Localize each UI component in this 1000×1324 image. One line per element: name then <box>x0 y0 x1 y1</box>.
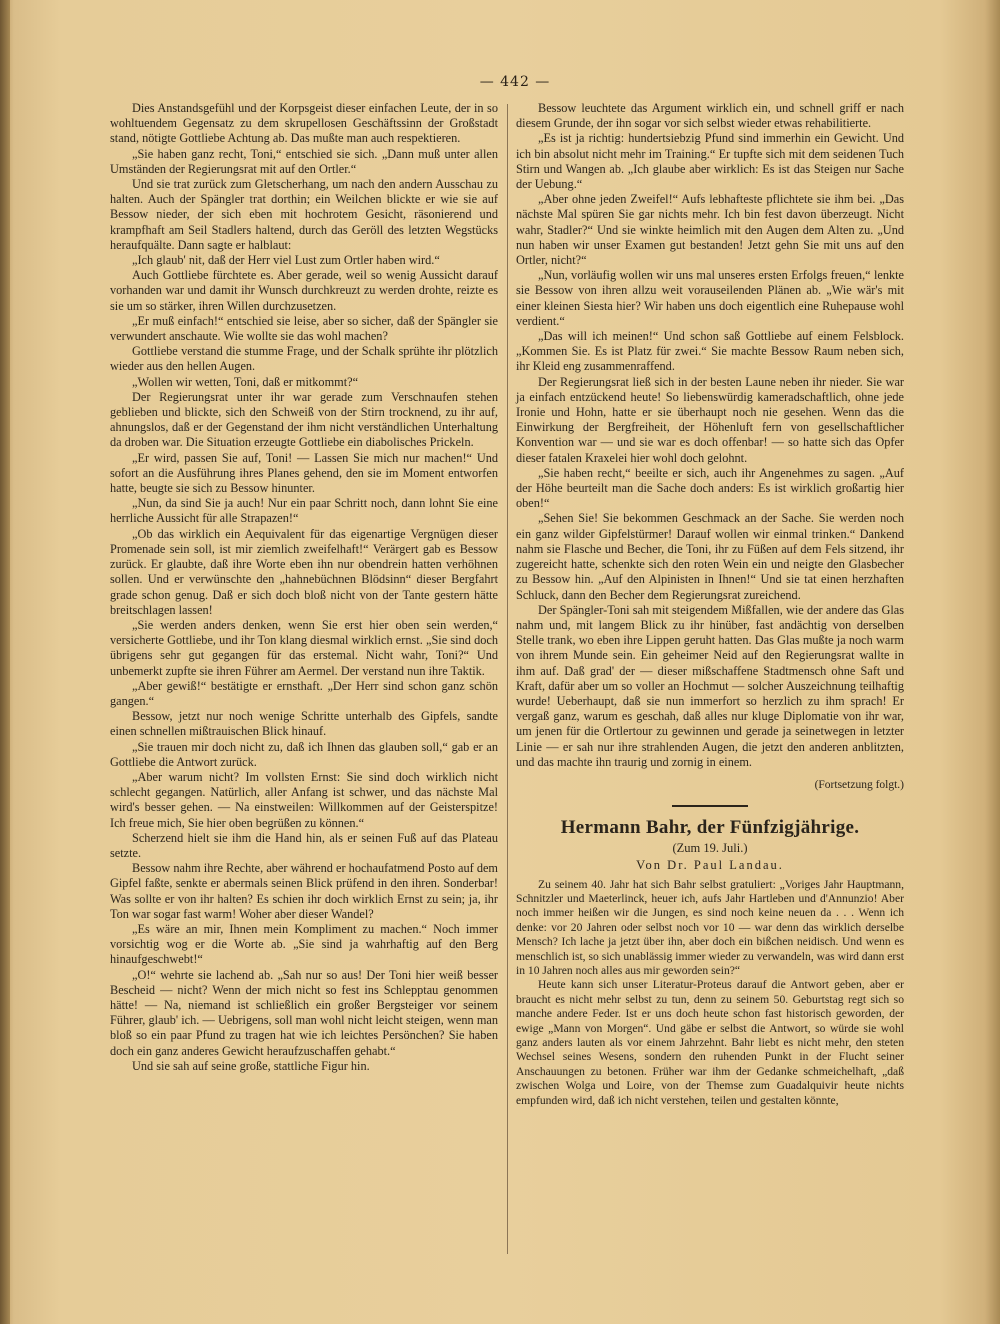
article-subtitle: (Zum 19. Juli.) <box>672 841 748 856</box>
paragraph: „Wollen wir wetten, Toni, daß er mitkommt?“ <box>132 374 359 389</box>
paragraph: Zu seinem 40. Jahr hat sich Bahr selbst gratuliert: „Voriges Jahr Hauptmann, Schnitzler und Maeterlinck, heuer ich, aufs Jahr Hartleben und d'Annunzio! Aber noch immer heißen wir die Jungen, es sind noch keine neuen da . . . Wenn ich denke: vor 20 Jahren oder selbst noch vor 10 — war denn das wirklich derselbe Mensch? Ich lache ja jetzt über ihn, aber doch ein bißchen neidisch. Und wenn es menschlich ist, so sich unablässig immer wieder zu verwandeln, was wird dann erst in 10 Jahren noch alles aus mir geworden sein?“ <box>516 877 904 977</box>
paragraph: Und sie sah auf seine große, stattliche Figur hin. <box>132 1058 370 1073</box>
paragraph: Dies Anstandsgefühl und der Korpsgeist dieser einfachen Leute, der in so wohltuendem Gegensatz zu dem skrupellosen Geschäftssinn der Großstadt stand, nötigte Gottliebe Achtung ab. Das mußte man auch respektieren. <box>110 101 498 146</box>
column-divider <box>507 104 508 1254</box>
paragraph: „Nun, da sind Sie ja auch! Nur ein paar Schritt noch, dann lohnt Sie eine herrliche Aussicht für alle Strapazen!“ <box>110 496 498 526</box>
paragraph: „Aber warum nicht? Im vollsten Ernst: Sie sind doch wirklich nicht schlecht gegangen. Natürlich, aller Anfang ist schwer, und das nächste Mal wird's besser gehen. — Na einstweilen: Willkommen auf der Geisterspitze! Ich freue mich, Sie hier oben begrüßen zu können.“ <box>110 769 498 830</box>
paragraph: Gottliebe verstand die stumme Frage, und der Schalk sprühte ihr plötzlich wieder aus den hellen Augen. <box>110 344 498 374</box>
paragraph: „Er muß einfach!“ entschied sie leise, aber so sicher, daß der Spängler sie verwundert anschaute. Wie wollte sie das wohl machen? <box>110 313 498 344</box>
paragraph: Bessow leuchtete das Argument wirklich ein, und schnell griff er nach diesem Grunde, der ihn sogar vor sich selbst wieder etwas rehabilitierte. <box>516 101 904 131</box>
paragraph: „Es ist ja richtig: hundertsiebzig Pfund sind immerhin ein Gewicht. Und ich bin absolut nicht mehr im Training.“ Er tupfte sich mit dem seidenen Tuch Stirn und Wangen ab. „Ich glaube aber wirklich: Es ist das Steigen nur Sache der Uebung.“ <box>516 131 904 192</box>
continuation-note: (Fortsetzung folgt.) <box>814 778 904 791</box>
paragraph: „Sie werden anders denken, wenn Sie erst hier oben sein werden,“ versicherte Gottliebe, und ihr Ton klang diesmal wirklich ernst. „Sie sind doch übrigens sehr gut gegangen für das erstemal. Nicht wahr, Toni?“ Und unbemerkt zupfte sie ihren Führer am Aermel. Der verstand nun ihre Taktik. <box>110 617 498 678</box>
paragraph: Der Regierungsrat unter ihr war gerade zum Verschnaufen stehen geblieben und blickte, sich den Schweiß von der Stirn trocknend, zu ihr auf, ahnungslos, daß er der Gegenstand der ihm nicht verständlichen Unterhaltung da droben war. Die Situation erzeugte Gottliebe ein diabolisches Prickeln. <box>110 389 498 450</box>
paragraph: Scherzend hielt sie ihm die Hand hin, als er seinen Fuß auf das Plateau setzte. <box>110 830 498 860</box>
paragraph: Bessow, jetzt nur noch wenige Schritte unterhalb des Gipfels, sandte einen schnellen mißtrauischen Blick hinauf. <box>110 709 498 739</box>
paragraph: „O!“ wehrte sie lachend ab. „Sah nur so aus! Der Toni hier weiß besser Bescheid — nicht? Wenn der mich nicht so fest ins Schlepptau genommen hätte! — Na, niemand ist schließlich ein großer Bergsteiger vor seinem Führer, glaub' ich. — Uebrigens, soll man wohl nicht leicht steigen, wenn man bloß so ein paar Pfund zu tragen hat wie ich leichtes Persönchen? Sie haben doch ein ganz anderes Gewicht heraufzuschaffen gehabt.“ <box>110 967 498 1058</box>
paragraph: „Das will ich meinen!“ Und schon saß Gottliebe auf einem Felsblock. „Kommen Sie. Es ist Platz für zwei.“ Sie machte Bessow Raum neben sich, ihr Kleid eng zusammenraffend. <box>516 329 904 374</box>
left-column <box>110 101 498 1074</box>
paragraph: „Sie haben ganz recht, Toni,“ entschied sie sich. „Dann muß unter allen Umständen der Regierungsrat mit auf den Ortler.“ <box>110 146 498 176</box>
paragraph: „Ob das wirklich ein Aequivalent für das eigenartige Vergnügen dieser Promenade sein soll, ist mir ziemlich zweifelhaft!“ Verärgert gab es Bessow zurück. Er glaubte, daß ihre Worte eben ihn nur obendrein hatten verhöhnen sollen. Und er verwünschte den „hahnebüchnen Blödsinn“ dieser Bergfahrt grade schon genug. Daß er sich doch bloß nicht von der Tante gestern hätte breitschlagen lassen! <box>110 526 498 617</box>
paragraph: Bessow nahm ihre Rechte, aber während er hochaufatmend Posto auf dem Gipfel faßte, senkte er abermals seinen Blick prüfend in den ihren. Sonderbar! Was sollte er von ihr halten? Es schien ihr doch wirklich Ernst zu sein; ja, ihr Ton war sogar fast warm! Woher aber dieser Wandel? <box>110 861 498 921</box>
section-rule <box>672 805 748 807</box>
page-number: — 442 — <box>479 74 551 90</box>
paragraph: „Es wäre an mir, Ihnen mein Kompliment zu machen.“ Noch immer vorsichtig wog er die Worte ab. „Sie sind ja wahrhaftig auf den Berg hinaufgeschwebt!“ <box>110 921 498 967</box>
paragraph: „Sie trauen mir doch nicht zu, daß ich Ihnen das glauben soll,“ gab er an Gottliebe die Antwort zurück. <box>110 739 498 769</box>
paragraph: „Er wird, passen Sie auf, Toni! — Lassen Sie mich nur machen!“ Und sofort an die Ausführung ihres Planes gehend, den sie im Moment entworfen hatte, beugte sie sich zu Bessow hinunter. <box>110 450 498 496</box>
paragraph: „Sie haben recht,“ beeilte er sich, auch ihr Angenehmes zu sagen. „Auf der Höhe beurteilt man die Sache doch anders: Es ist wirklich großartig hier oben!“ <box>516 465 904 511</box>
paragraph: „Ich glaub' nit, daß der Herr viel Lust zum Ortler haben wird.“ <box>132 253 440 268</box>
paragraph: „Sehen Sie! Sie bekommen Geschmack an der Sache. Sie werden noch ein ganz wilder Gipfelstürmer! Darauf wollen wir einmal trinken.“ Dankend nahm sie Flasche und Becher, die Toni, ihr zu Füßen auf dem Fels sitzend, ihr zugereicht hatte, schenkte sich den roten Wein ein und neigte den Glasbecher zu Bessow hin. „Auf den Alpinisten in Ihnen!“ Und sie tat einen herzhaften Schluck, dann den Becher dem Regierungsrat zureichend. <box>516 511 904 602</box>
paragraph: Auch Gottliebe fürchtete es. Aber gerade, weil so wenig Aussicht darauf vorhanden war und damit ihr Wunsch durchkreuzt zu werden drohte, reizte es sie um so stärker, ihren Willen durchzusetzen. <box>110 268 498 313</box>
paragraph: „Nun, vorläufig wollen wir uns mal unseres ersten Erfolgs freuen,“ lenkte sie Bessow von ihren allzu weit vorauseilenden Plänen ab. „Wie wär's mit einer kleinen Siesta hier? Wir haben uns doch eigentlich eine Ruhepause wohl verdient.“ <box>516 268 904 328</box>
paragraph: Der Spängler-Toni sah mit steigendem Mißfallen, wie der andere das Glas nahm und, mit langem Blick zu ihr hinüber, fast andächtig von derselben Stelle trank, wo eben ihre Lippen geruht hatten. Das Glas mußte ja noch warm von ihrem Munde sein. Ein geheimer Neid auf den Regierungsrat wallte in ihm auf. Daß grad' der — dieser mißschaffene Stadtmensch ohne Saft und Kraft, dafür aber um so voller an Hochmut — solcher Auszeichnung teilhaftig wurde! Ueberhaupt, daß sie nun immerfort so herzlich zu ihm sprach! Er vergaß ganz, warum es geschah, daß alles nur kluge Diplomatie von ihr war, um jenen für die Ortlertour zu gewinnen und gerade ja seinetwegen in letzter Linie — er sah nur ihre strahlenden Augen, die jetzt den anderen anblitzten, und das machte ihn traurig und zornig in einem. <box>516 602 904 769</box>
page-spine <box>0 0 10 1324</box>
article-title: Hermann Bahr, der Fünfzigjährige. <box>560 817 860 839</box>
paragraph: Und sie trat zurück zum Gletscherhang, um nach den andern Ausschau zu halten. Auch der Spängler trat dorthin; ein Weilchen blickte er wie sie auf Bessow nieder, der sich eben mit hochrotem Gesicht, räsonierend und krampfhaft am Seil Stadlers haltend, durch das Geröll des letzten Wegstücks heraufquälte. Dann sagte er halblaut: <box>110 177 498 252</box>
paragraph: „Aber ohne jeden Zweifel!“ Aufs lebhafteste pflichtete sie ihm bei. „Das nächste Mal spüren Sie gar nichts mehr. Ich bin fest davon überzeugt. Nicht wahr, Stadler?“ Und sie winkte heimlich mit den Augen dem Alten zu. „Und nun haben wir unser Examen gut bestanden! Jetzt gehn Sie mit uns auf den Ortler, nicht?“ <box>516 192 904 268</box>
article-byline: Von Dr. Paul Landau. <box>636 858 784 873</box>
paragraph: „Aber gewiß!“ bestätigte er ernsthaft. „Der Herr sind schon ganz schön gangen.“ <box>110 678 498 708</box>
paragraph: Heute kann sich unser Literatur-Proteus darauf die Antwort geben, aber er braucht es nicht mehr selbst zu tun, denn zu seinem 50. Geburtstag regt sich so manche andere Feder. Ist er uns doch heute schon fast historisch geworden, der ewige „Mann von Morgen“. Und gäbe er selbst die Antwort, so würde sie wohl ganz anders lauten als vor einem Jahrzehnt. Bahr liebt es nicht mehr, den steten Wechsel seines Wesens, sondern den ruhenden Punkt in der Flucht seiner Anschauungen zu betonen. Früher war ihm der Gedanke schmeichelhaft, „daß zwischen Wolga und Loire, von der Themse zum Guadalquivir heute nichts empfunden wird, daß ich nicht verstehen, teilen und gestalten könnte, <box>516 978 904 1107</box>
paragraph: Der Regierungsrat ließ sich in der besten Laune neben ihr nieder. Sie war ja einfach entzückend heute! So liebenswürdig kameradschaftlich, ohne jede Ironie und Hohn, hatte er sie überhaupt noch nie gesehen. Wenn das die Einwirkung der Bergfreiheit, der Höhenluft fern von gesellschaftlicher Konvention war — und sie war es doch offenbar! — so hatte sich das Opfer dieser fatalen Kraxelei hier wohl doch gelohnt. <box>516 374 904 465</box>
right-column <box>516 101 904 1108</box>
